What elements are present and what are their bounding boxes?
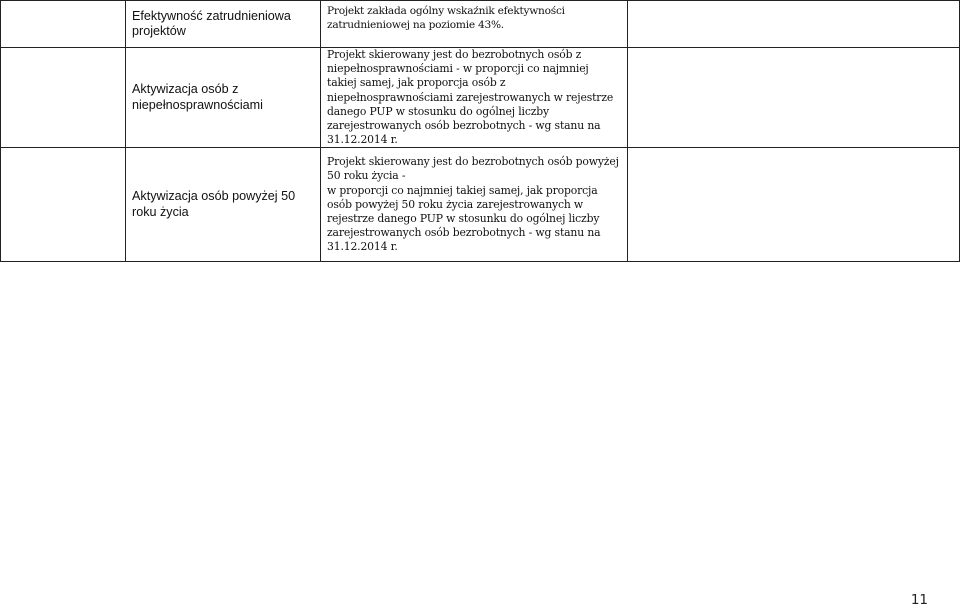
table-row [1,148,960,262]
description-line: Projekt skierowany jest do bezrobotnych osób powyżej 50 roku życia - [327,155,619,183]
empty-cell [1,148,126,262]
empty-cell [628,148,960,262]
empty-cell [1,1,126,48]
indicator-description-cell: Projekt zakłada ogólny wskaźnik efektywności zatrudnieniowej na poziomie 43%. [321,1,628,48]
indicator-description-cell [321,148,628,262]
page-number: 11 [910,592,928,608]
empty-cell [1,48,126,148]
indicator-name-cell: Efektywność zatrudnieniowa projektów [126,1,321,48]
indicator-description-cell: Projekt skierowany jest do bezrobotnych osób z niepełnosprawnościami - w proporcji co najmniej takiej samej, jak proporcja osób z niepełnosprawnościami zarejestrowanych w rejestrze danego PUP w stosunku do ogólnej liczby zarejestrowanych osób bezrobotnych - wg stanu na 31.12.2014 r. [321,48,628,148]
indicator-name-cell: Aktywizacja osób powyżej 50 roku życia [126,148,321,262]
description-line: w proporcji co najmniej takiej samej, jak proporcja osób powyżej 50 roku życia zarejestrowanych w rejestrze danego PUP w stosunku do ogólnej liczby zarejestrowanych osób bezrobotnych - wg stanu na 31.12.2014 r. [327,183,601,254]
empty-cell [628,1,960,48]
table-row [1,48,960,148]
empty-cell [628,48,960,148]
indicator-name-cell: Aktywizacja osób z niepełnosprawnościami [126,48,321,148]
indicators-table [0,0,960,262]
table-row [1,1,960,48]
